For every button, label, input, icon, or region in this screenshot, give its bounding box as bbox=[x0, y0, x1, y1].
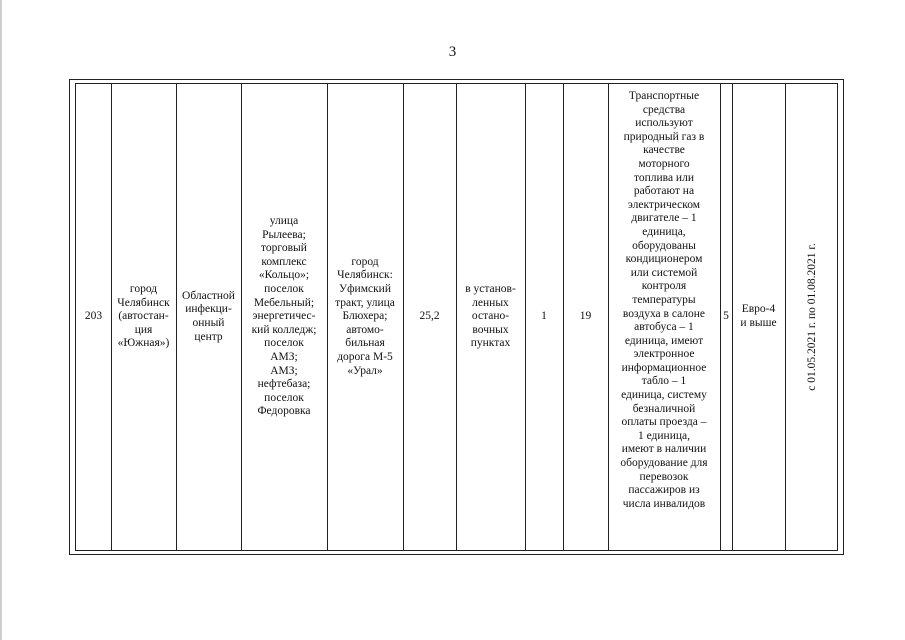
cell-route-number: 203 bbox=[84, 310, 103, 323]
start-date-text: с 01.05.2021 г. по 01.08.2021 г. bbox=[805, 243, 818, 391]
cell-boarding-procedure: в установ- ленных остано- вочных пунктах bbox=[465, 283, 516, 350]
page-number: 3 bbox=[448, 44, 457, 60]
route-table-row bbox=[75, 83, 838, 551]
cell-eco-class: Евро-4 и выше bbox=[740, 303, 777, 329]
cell-length-km: 25,2 bbox=[419, 310, 440, 323]
cell-vehicle-class-count: 1 bbox=[541, 310, 547, 323]
route-table bbox=[69, 79, 844, 555]
cell-vehicle-count: 5 bbox=[723, 310, 729, 323]
cell-start-point: город Челябинск (автостан- ция «Южная») bbox=[117, 283, 170, 350]
page-left-edge bbox=[0, 0, 2, 640]
cell-vehicle-capacity: 19 bbox=[579, 310, 592, 323]
cell-end-point: Областной инфекци- онный центр bbox=[182, 289, 235, 343]
cell-vehicle-characteristics: Транспортные средства используют природный газ в качестве моторного топлива или работают на электрическом двигателе – 1 единица, оборудованы кондиционером или системой контроля температуры воздуха в салоне автобуса – 1 единица, имеют электронное информационное табло – 1 единица, систему безналичной оплаты проезда – 1 единица, имеют в наличии оборудование для перевозок пассажиров из числа инвалидов bbox=[620, 90, 708, 510]
cell-start-date bbox=[785, 84, 840, 550]
cell-intermediate-stops: улица Рылеева; торговый комплекс «Кольцо»; поселок Мебельный; энергетичес- кий колледж; поселок АМЗ; АМЗ; нефтебаза; поселок Федоровка bbox=[251, 215, 317, 418]
cell-route-streets: город Челябинск: Уфимский тракт, улица Блюхера; автомо- бильная дорога М-5 «Урал» bbox=[335, 255, 395, 377]
